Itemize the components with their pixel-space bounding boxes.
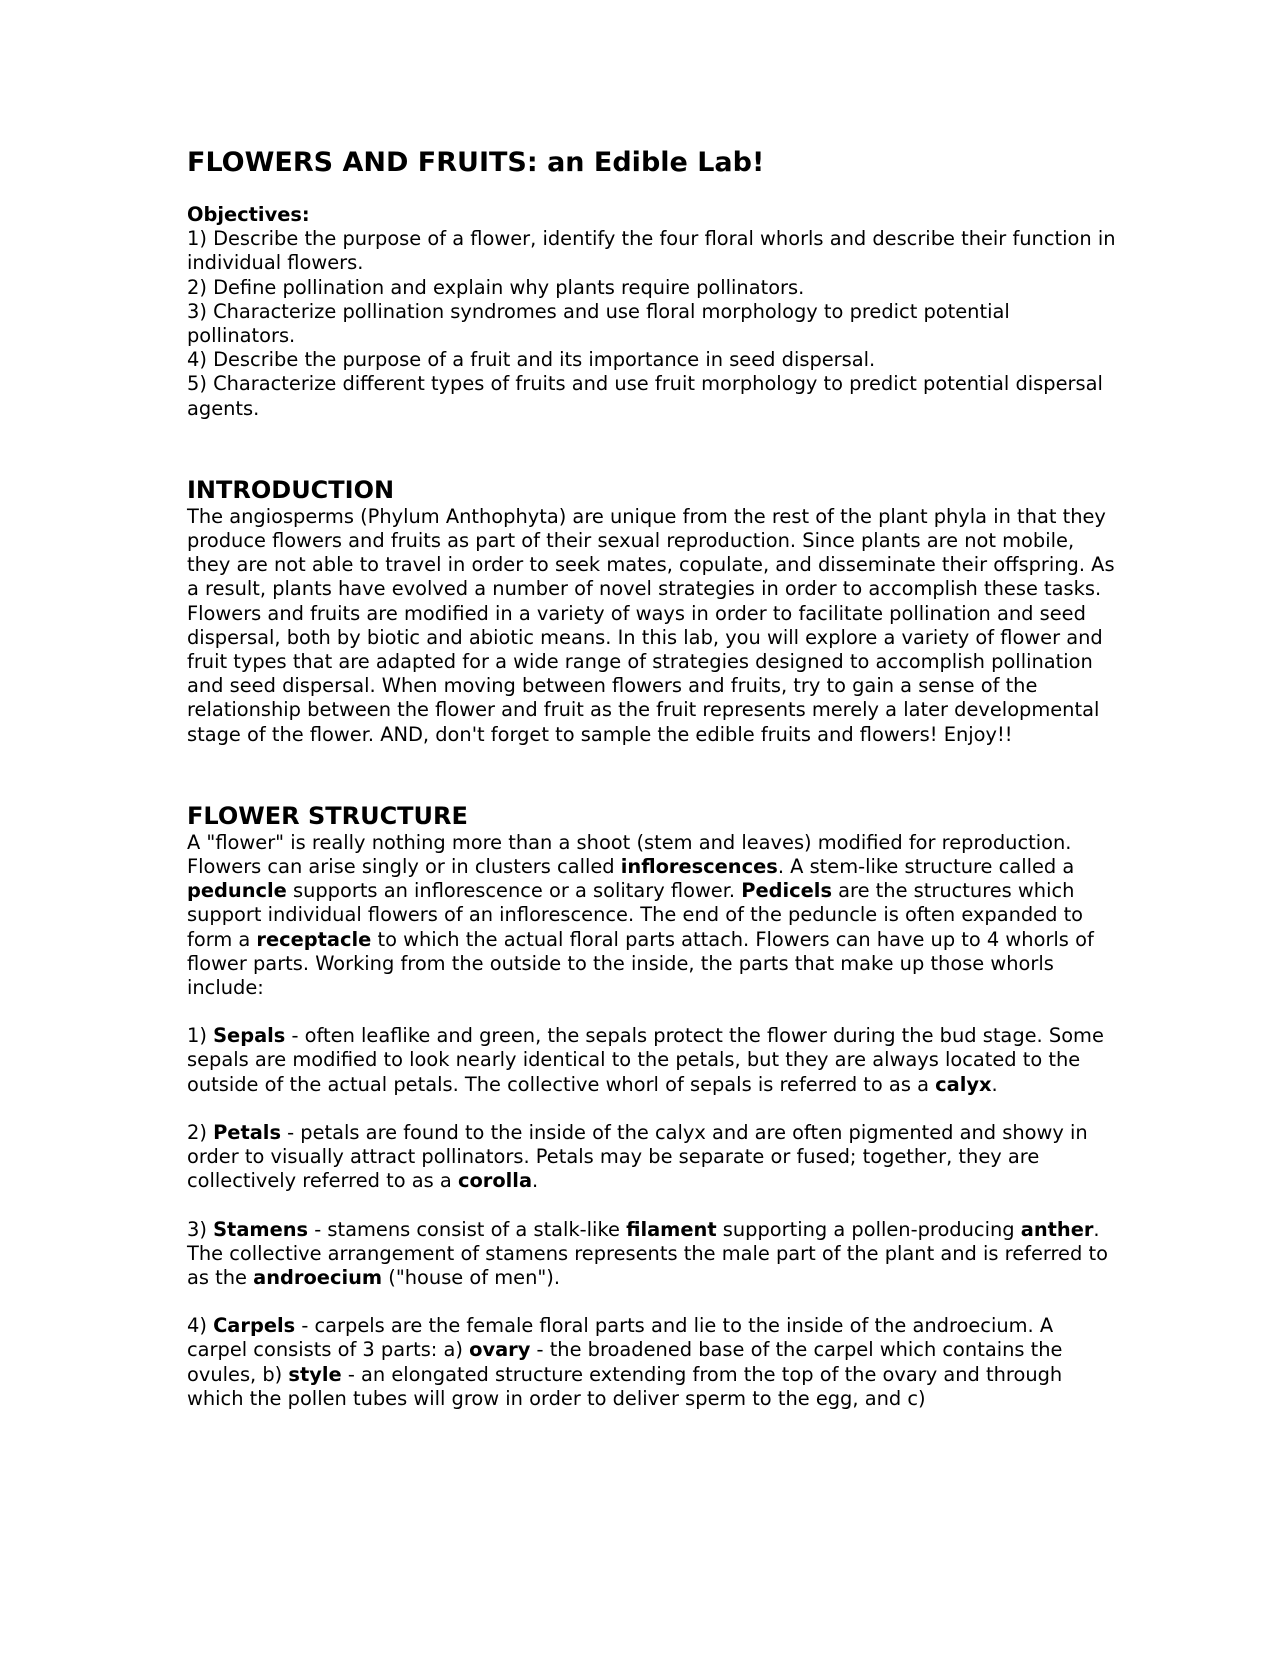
term-petals: Petals	[213, 1120, 281, 1144]
page-title: FLOWERS AND FRUITS: an Edible Lab!	[187, 147, 765, 178]
text-run: - often leaflike and green, the sepals protect the flower during the bud stage. Some sepals are modified to look nearly identical to the petals, but they are always located to the outside of the actual petals. The collective whorl of sepals is referred to as a	[187, 1024, 1104, 1096]
introduction-paragraph: The angiosperms (Phylum Anthophyta) are unique from the rest of the plant phyla in that they produce flowers and fruits as part of their sexual reproduction. Since plants are not mobile, they are not able to travel in order to seek mates, copulate, and disseminate their offspring. As a result, plants have evolved a number of novel strategies in order to accomplish these tasks. Flowers and fruits are modified in a variety of ways in order to facilitate pollination and seed dispersal, both by biotic and abiotic means. In this lab, you will explore a variety of flower and fruit types that are adapted for a wide range of strategies designed to accomplish pollination and seed dispersal. When moving between flowers and fruits, try to gain a sense of the relationship between the flower and fruit as the fruit represents merely a later developmental stage of the flower. AND, don't forget to sample the edible fruits and flowers! Enjoy!!	[187, 504, 1115, 746]
list-number: 1)	[187, 1024, 214, 1048]
term-corolla: corolla	[457, 1169, 533, 1193]
list-number: 2)	[187, 1120, 214, 1144]
objective-item: 1) Describe the purpose of a flower, identify the four floral whorls and describe their function in individual flowers.	[187, 227, 1116, 275]
text-run: supports an inflorescence or a solitary flower.	[286, 879, 742, 903]
flower-structure-section	[187, 801, 1117, 1411]
term-androecium: androecium	[253, 1265, 383, 1289]
term-stamens: Stamens	[213, 1217, 309, 1241]
objectives-label: Objectives:	[187, 203, 310, 226]
text-run: .	[991, 1072, 998, 1096]
term-calyx: calyx	[935, 1072, 992, 1096]
text-run: A "flower" is really nothing more than a shoot (stem and leaves) modified for reproduction. Flowers can arise singly or in clusters called	[187, 830, 1072, 879]
term-style: style	[288, 1362, 342, 1386]
text-run: . A stem-like structure called a	[777, 855, 1075, 879]
term-receptacle: receptacle	[256, 927, 372, 951]
text-run: .	[532, 1169, 539, 1193]
list-number: 4)	[187, 1314, 214, 1338]
objective-item: 4) Describe the purpose of a fruit and its importance in seed dispersal.	[187, 348, 876, 372]
carpels-paragraph	[187, 1314, 1117, 1411]
flower-structure-intro	[187, 831, 1117, 1000]
term-peduncle: peduncle	[187, 879, 287, 903]
text-run: - petals are found to the inside of the calyx and are often pigmented and showy in order to visually attract pollinators. Petals may be separate or fused; together, they are collectively referred to as a	[187, 1120, 1088, 1193]
objectives-section	[187, 203, 1117, 421]
document-page	[187, 145, 1117, 1411]
term-carpels: Carpels	[213, 1314, 296, 1338]
objective-item: 3) Characterize pollination syndromes and use floral morphology to predict potential pollinators.	[187, 299, 1010, 348]
text-run: - carpels are the female floral parts and lie to the inside of the androecium. A carpel consists of 3 parts: a)	[187, 1314, 1054, 1362]
objective-item: 5) Characterize different types of fruits and use fruit morphology to predict potential dispersal agents.	[187, 372, 1103, 420]
text-run: - an elongated structure extending from the top of the ovary and through which the pollen tubes will grow in order to deliver sperm to the egg, and c)	[187, 1362, 1063, 1410]
objective-item: 2) Define pollination and explain why plants require pollinators.	[187, 275, 805, 299]
stamens-paragraph	[187, 1218, 1117, 1291]
petals-paragraph	[187, 1121, 1117, 1194]
text-run: ("house of men").	[382, 1265, 561, 1289]
text-run: to which the actual floral parts attach. Flowers can have up to 4 whorls of flower parts. Working from the outside to the inside, the parts that make up those whorls include:	[187, 927, 1094, 1000]
term-sepals: Sepals	[213, 1024, 286, 1048]
list-number: 3)	[187, 1217, 214, 1241]
term-filament: filament	[626, 1217, 717, 1241]
introduction-heading: INTRODUCTION	[187, 475, 395, 504]
text-run: - stamens consist of a stalk-like	[308, 1217, 627, 1241]
term-anther: anther	[1020, 1217, 1094, 1241]
text-run: supporting a pollen-producing	[716, 1217, 1021, 1241]
term-inflorescences: inflorescences	[620, 855, 778, 879]
text-run: are the structures which support individual flowers of an inflorescence. The end of the peduncle is often expanded to form a	[187, 879, 1084, 951]
text-run: - the broadened base of the carpel which contains the ovules, b)	[187, 1338, 1063, 1386]
text-run: . The collective arrangement of stamens represents the male part of the plant and is referred to as the	[187, 1217, 1108, 1289]
term-ovary: ovary	[469, 1338, 531, 1362]
flower-structure-heading: FLOWER STRUCTURE	[187, 801, 468, 830]
sepals-paragraph	[187, 1024, 1117, 1097]
term-pedicels: Pedicels	[741, 879, 832, 903]
introduction-section	[187, 475, 1117, 747]
